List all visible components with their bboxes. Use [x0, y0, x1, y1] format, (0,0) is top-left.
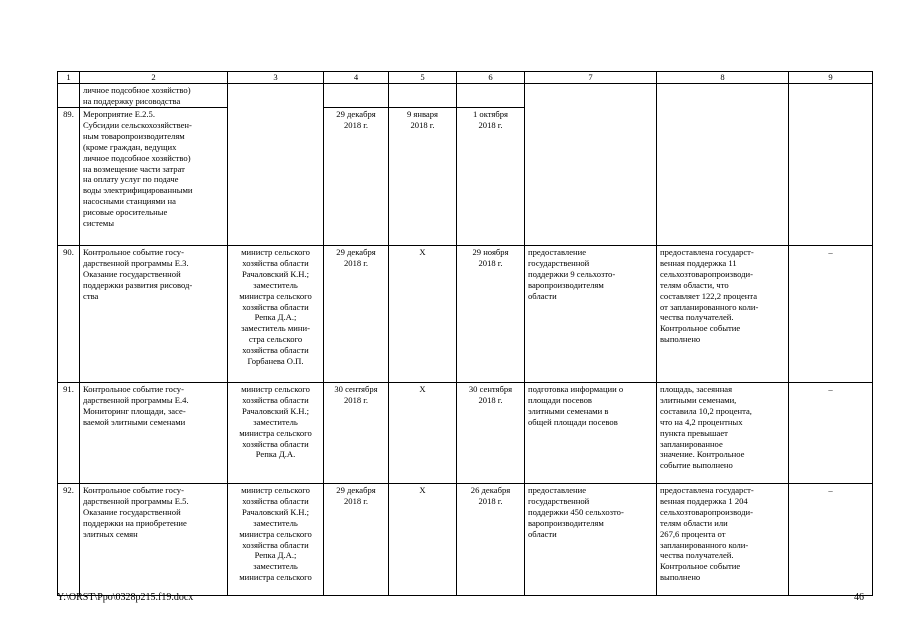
- table-row: [58, 246, 873, 383]
- responsible-cell: министр сельского хозяйства области Рачаловский К.Н.; заместитель министра сельского хозяйства области Репка Д.А.; заместитель мини- стра сельского хозяйства области Горбанева О.П.: [228, 246, 324, 383]
- report-table: [57, 71, 873, 596]
- problems-cell: –: [789, 484, 873, 596]
- table-row: [58, 383, 873, 484]
- responsible-cell: [228, 108, 324, 246]
- actual-date-cell: 30 сентября 2018 г.: [457, 383, 525, 484]
- problems-cell: [789, 108, 873, 246]
- start-date-cell: 9 января 2018 г.: [389, 108, 457, 246]
- start-date-cell: X: [389, 383, 457, 484]
- row-number-cell: 90.: [58, 246, 80, 383]
- start-date-cell: X: [389, 484, 457, 596]
- page-number: 46: [854, 592, 864, 603]
- planned-result-cell: подготовка информации о площади посевов элитными семенами в общей площади посевов: [525, 383, 657, 484]
- event-name-cell: личное подсобное хозяйство) на поддержку рисоводства: [80, 83, 228, 108]
- col-header: 2: [80, 72, 228, 84]
- actual-result-cell: площадь, засеянная элитными семенами, составила 10,2 процента, что на 4,2 процентных пункта превышает запланированное значение. Контрольное событие выполнено: [657, 383, 789, 484]
- row-number-cell: 91.: [58, 383, 80, 484]
- planned-date-cell: 30 сентября 2018 г.: [324, 383, 389, 484]
- actual-result-cell: предоставлена государст- венная поддержка 11 сельхозтоваропроизводи- телям области, что составляет 122,2 процента от запланированного коли- чества получателей. Контрольное событие выполнено: [657, 246, 789, 383]
- col-header: 3: [228, 72, 324, 84]
- col-header: 6: [457, 72, 525, 84]
- actual-result-cell: предоставлена государст- венная поддержка 1 204 сельхозтоваропроизводи- телям области или 267,6 процента от запланированного коли- чества получателей. Контрольное событие выполнено: [657, 484, 789, 596]
- col-header: 1: [58, 72, 80, 84]
- table-row: [58, 484, 873, 596]
- col-header: 8: [657, 72, 789, 84]
- problems-cell: –: [789, 383, 873, 484]
- responsible-cell: министр сельского хозяйства области Рачаловский К.Н.; заместитель министра сельского хозяйства области Репка Д.А.; заместитель министра сельского: [228, 484, 324, 596]
- event-name-cell: Контрольное событие госу- дарственной программы Е.3. Оказание государственной поддержки развития рисовод- ства: [80, 246, 228, 383]
- problems-cell: –: [789, 246, 873, 383]
- planned-result-cell: [525, 108, 657, 246]
- footer-file-path: Y:\ORST\Ppo\0328p215.f19.docx: [57, 592, 194, 603]
- col-header: 7: [525, 72, 657, 84]
- row-number-cell: 89.: [58, 108, 80, 246]
- col-header: 4: [324, 72, 389, 84]
- col-header: 5: [389, 72, 457, 84]
- event-name-cell: Контрольное событие госу- дарственной программы Е.4. Мониторинг площади, засе- ваемой элитными семенами: [80, 383, 228, 484]
- table-row-continuation: [58, 83, 873, 108]
- col-header: 9: [789, 72, 873, 84]
- event-name-cell: Контрольное событие госу- дарственной программы Е.5. Оказание государственной поддержки на приобретение элитных семян: [80, 484, 228, 596]
- event-name-cell: Мероприятие Е.2.5. Субсидии сельскохозяйствен- ным товаропроизводителям (кроме граждан, ведущих личное подсобное хозяйство) на возмещение части затрат на оплату услуг по подаче воды электрифицированными насосными станциями на рисовые оросительные системы: [80, 108, 228, 246]
- table-row: [58, 108, 873, 246]
- actual-date-cell: 29 ноября 2018 г.: [457, 246, 525, 383]
- actual-date-cell: 1 октября 2018 г.: [457, 108, 525, 246]
- actual-result-cell: [657, 108, 789, 246]
- column-number-row: [58, 72, 873, 84]
- planned-date-cell: 29 декабря 2018 г.: [324, 246, 389, 383]
- row-number-cell: 92.: [58, 484, 80, 596]
- planned-result-cell: предоставление государственной поддержки 9 сельхозто- варопроизводителям области: [525, 246, 657, 383]
- planned-date-cell: 29 декабря 2018 г.: [324, 484, 389, 596]
- start-date-cell: X: [389, 246, 457, 383]
- planned-date-cell: 29 декабря 2018 г.: [324, 108, 389, 246]
- responsible-cell: министр сельского хозяйства области Рачаловский К.Н.; заместитель министра сельского хозяйства области Репка Д.А.: [228, 383, 324, 484]
- planned-result-cell: предоставление государственной поддержки 450 сельхозто- варопроизводителям области: [525, 484, 657, 596]
- actual-date-cell: 26 декабря 2018 г.: [457, 484, 525, 596]
